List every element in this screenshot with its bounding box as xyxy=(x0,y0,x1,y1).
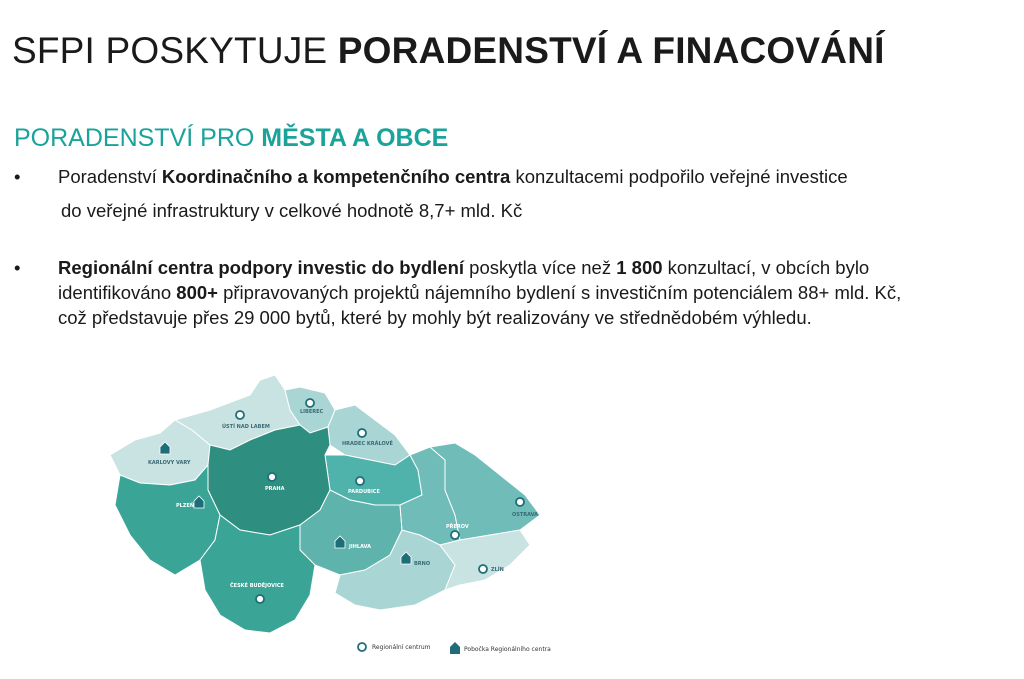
label-brno: BRNO xyxy=(414,561,431,567)
bullet-marker: • xyxy=(14,166,21,187)
text-run: Poradenství xyxy=(58,166,162,187)
label-plzen: PLZEŇ xyxy=(176,503,195,509)
legend-centrum-icon xyxy=(358,643,366,651)
bullet-2-line-2 xyxy=(58,280,1018,305)
bullet-1-line-1 xyxy=(58,164,848,189)
label-karlovy-vary: KARLOVY VARY xyxy=(148,460,191,466)
label-usti: ÚSTÍ NAD LABEM xyxy=(222,424,270,430)
title-normal: SFPI POSKYTUJE xyxy=(12,30,338,71)
text-run: identifikováno xyxy=(58,282,177,303)
text-run: připravovaných projektů nájemního bydlení s investičním potenciálem 88+ mld. Kč, xyxy=(217,282,902,303)
label-zlin: ZLÍN xyxy=(491,567,504,573)
title-bold: PORADENSTVÍ A FINACOVÁNÍ xyxy=(337,30,885,71)
label-hradec: HRADEC KRÁLOVÉ xyxy=(342,441,393,447)
label-pardubice: PARDUBICE xyxy=(348,489,380,495)
text-run-bold: 1 800 xyxy=(616,257,663,278)
label-prerov: PŘEROV xyxy=(446,524,469,530)
centrum-icon-pardubice xyxy=(356,477,364,485)
region-ceske-budejovice xyxy=(200,515,315,633)
text-run: poskytla více než xyxy=(464,257,617,278)
subtitle-bold: MĚSTA A OBCE xyxy=(261,124,449,152)
centrum-icon-zlin xyxy=(479,565,487,573)
text-run: konzultací, v obcích bylo xyxy=(662,257,870,278)
map-legend xyxy=(358,642,551,654)
centrum-icon-liberec xyxy=(306,399,314,407)
centrum-icon-usti xyxy=(236,411,244,419)
page-title xyxy=(12,30,885,72)
text-run-bold: 800+ xyxy=(176,282,218,303)
bullet-2-line-1 xyxy=(58,255,1018,280)
label-liberec: LIBEREC xyxy=(300,409,324,415)
label-praha: PRAHA xyxy=(265,486,285,492)
bullet-2-text xyxy=(58,255,1018,330)
centrum-icon-prerov xyxy=(451,531,459,539)
legend-pobocka-label: Pobočka Regionálního centra xyxy=(464,646,551,653)
subtitle-normal: PORADENSTVÍ PRO xyxy=(14,124,262,152)
text-run: konzultacemi podpořilo veřejné investice xyxy=(510,166,848,187)
legend-pobocka-icon xyxy=(450,642,460,654)
legend-centrum-label: Regionální centrum xyxy=(372,644,431,651)
centrum-icon-ostrava xyxy=(516,498,524,506)
label-ceske-budejovice: ČESKÉ BUDĚJOVICE xyxy=(230,583,284,589)
bullet-marker: • xyxy=(14,257,21,278)
section-subtitle xyxy=(14,124,448,153)
text-run-bold: Koordinačního a kompetenčního centra xyxy=(161,166,511,187)
centrum-icon-ceske-budejovice xyxy=(256,595,264,603)
bullet-1-line-2: do veřejné infrastruktury v celkové hodnotě 8,7+ mld. Kč xyxy=(61,200,523,221)
label-jihlava: JIHLAVA xyxy=(349,544,372,550)
centrum-icon-hradec xyxy=(358,429,366,437)
czech-regions-map xyxy=(100,365,570,665)
text-run-bold: Regionální centra podpory investic do bydlení xyxy=(58,257,465,278)
centrum-icon-praha xyxy=(268,473,276,481)
bullet-2-line-3: což představuje přes 29 000 bytů, které by mohly být realizovány ve střednědobém výhledu. xyxy=(58,307,812,328)
label-ostrava: OSTRAVA xyxy=(512,512,539,518)
